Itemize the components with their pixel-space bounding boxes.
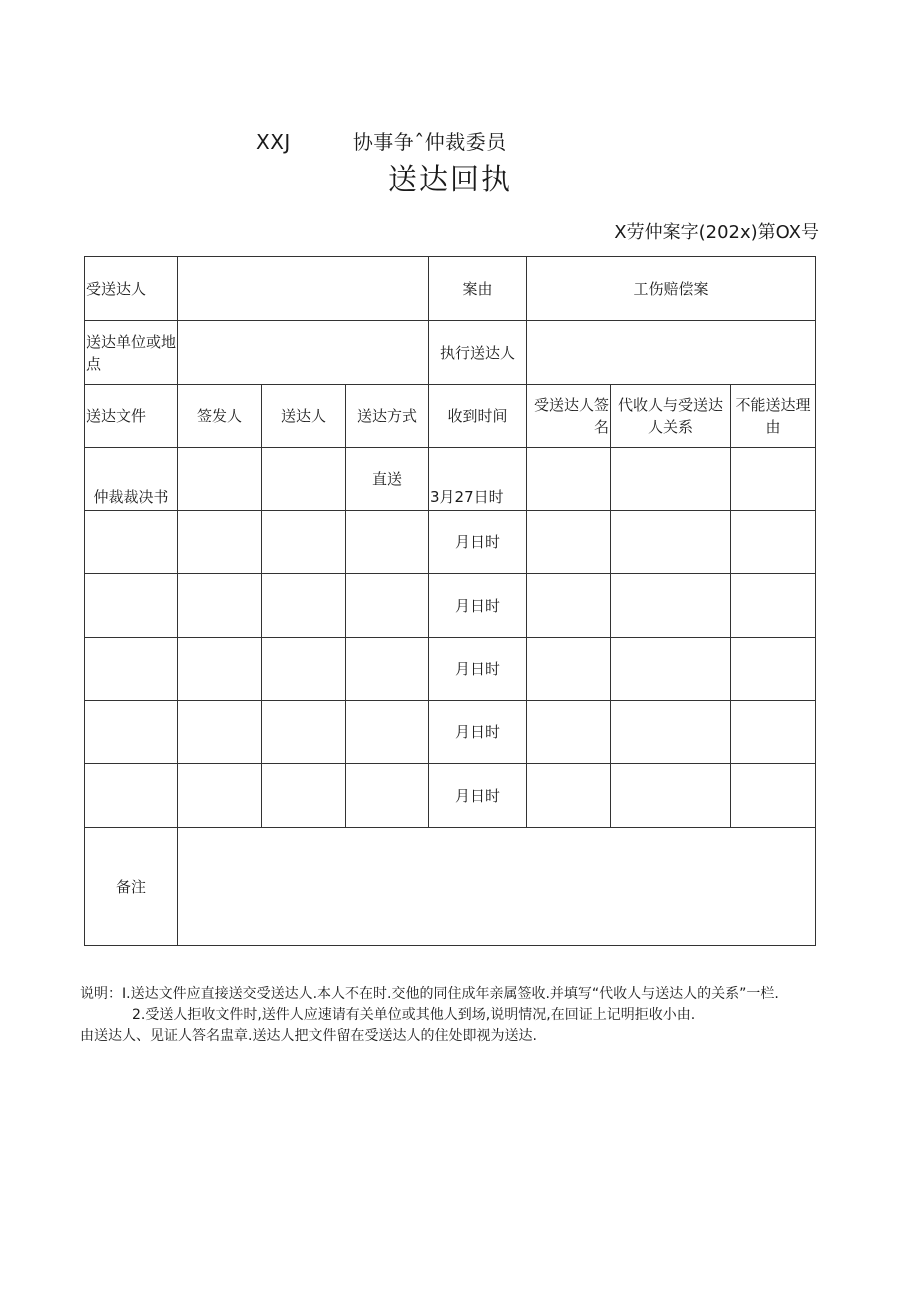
signature-cell[interactable] — [527, 511, 611, 574]
table-row — [85, 701, 816, 764]
method-cell[interactable] — [346, 574, 429, 638]
issuer-cell[interactable] — [178, 448, 262, 511]
table-row — [85, 638, 816, 701]
time-cell[interactable]: 月日时 — [429, 574, 527, 638]
table-row — [85, 574, 816, 638]
document-cell[interactable] — [85, 574, 178, 638]
sender-cell[interactable] — [262, 574, 346, 638]
column-header-issuer: 签发人 — [178, 385, 262, 448]
column-header-sender: 送达人 — [262, 385, 346, 448]
column-header-row — [85, 385, 816, 448]
signature-cell[interactable] — [527, 701, 611, 764]
column-header-reason: 不能送达理由 — [731, 385, 816, 448]
time-cell[interactable]: 月日时 — [429, 701, 527, 764]
signature-cell[interactable] — [527, 574, 611, 638]
issuer-cell[interactable] — [178, 511, 262, 574]
method-cell[interactable] — [346, 764, 429, 828]
document-cell[interactable] — [85, 511, 178, 574]
column-header-time: 收到时间 — [429, 385, 527, 448]
method-cell[interactable] — [346, 511, 429, 574]
remarks-field[interactable] — [178, 828, 816, 946]
issuer-cell[interactable] — [178, 764, 262, 828]
reason-cell[interactable] — [731, 574, 816, 638]
issuer-cell[interactable] — [178, 574, 262, 638]
recipient-label: 受送达人 — [85, 257, 178, 321]
organization-name — [256, 126, 507, 155]
issuer-cell[interactable] — [178, 701, 262, 764]
column-header-method: 送达方式 — [346, 385, 429, 448]
remarks-row — [85, 828, 816, 946]
instructions — [80, 984, 820, 1047]
relation-cell[interactable] — [611, 574, 731, 638]
reason-cell[interactable] — [731, 701, 816, 764]
method-cell[interactable] — [346, 638, 429, 701]
relation-cell[interactable] — [611, 701, 731, 764]
signature-cell[interactable] — [527, 764, 611, 828]
reason-cell[interactable] — [731, 764, 816, 828]
instruction-line-1: 说明：Ⅰ.送达文件应直接送交受送达人.本人不在时.交他的同住成年亲属签收.并填写“代收人与送达人的关系”一栏. — [80, 986, 779, 1002]
delivery-receipt-table — [84, 256, 816, 946]
time-cell[interactable]: 月日时 — [429, 764, 527, 828]
page-title: 送达回执 — [388, 162, 513, 196]
recipient-row — [85, 257, 816, 321]
place-row — [85, 321, 816, 385]
time-cell[interactable]: 月日时 — [429, 511, 527, 574]
column-header-signature: 受送达人签名 — [527, 385, 611, 448]
relation-cell[interactable] — [611, 764, 731, 828]
issuer-cell[interactable] — [178, 638, 262, 701]
place-field[interactable] — [178, 321, 429, 385]
document-cell[interactable] — [85, 764, 178, 828]
signature-cell[interactable] — [527, 448, 611, 511]
organization-prefix: XXJ — [256, 130, 291, 154]
time-value: 3月27日时 — [430, 488, 504, 506]
table-row — [85, 448, 816, 511]
remarks-label: 备注 — [85, 828, 178, 946]
reason-cell[interactable] — [731, 448, 816, 511]
method-cell[interactable] — [346, 701, 429, 764]
sender-cell[interactable] — [262, 638, 346, 701]
reason-cell[interactable] — [731, 511, 816, 574]
table-row — [85, 511, 816, 574]
sender-cell[interactable] — [262, 448, 346, 511]
relation-cell[interactable] — [611, 511, 731, 574]
place-label: 送达单位或地点 — [85, 321, 178, 385]
time-cell[interactable]: 月日时 — [429, 638, 527, 701]
instruction-line-2: 2.受送人拒收文件时,送件人应速请有关单位或其他人到场,说明情况,在回证上记明拒收小由. — [132, 1007, 696, 1023]
relation-cell[interactable] — [611, 638, 731, 701]
relation-cell[interactable] — [611, 448, 731, 511]
instruction-line-3: 由送达人、见证人答名盅章.送达人把文件留在受送达人的住处即视为送达. — [80, 1028, 537, 1044]
recipient-field[interactable] — [178, 257, 429, 321]
column-header-document: 送达文件 — [85, 385, 178, 448]
method-cell[interactable]: 直送 — [346, 448, 429, 511]
sender-cell[interactable] — [262, 764, 346, 828]
cause-label: 案由 — [429, 257, 527, 321]
executor-field[interactable] — [527, 321, 816, 385]
case-number: X劳仲案字(202x)第OX号 — [614, 222, 819, 243]
document-cell[interactable] — [85, 701, 178, 764]
organization-title: 协事争ˆ仲裁委员 — [352, 130, 507, 154]
reason-cell[interactable] — [731, 638, 816, 701]
time-cell[interactable] — [429, 448, 527, 511]
executor-label: 执行送达人 — [429, 321, 527, 385]
sender-cell[interactable] — [262, 701, 346, 764]
document-cell[interactable]: 仲裁裁决书 — [85, 448, 178, 511]
cause-field[interactable]: 工伤赔偿案 — [527, 257, 816, 321]
document-cell[interactable] — [85, 638, 178, 701]
table-row — [85, 764, 816, 828]
sender-cell[interactable] — [262, 511, 346, 574]
column-header-relation: 代收人与受送达人关系 — [611, 385, 731, 448]
signature-cell[interactable] — [527, 638, 611, 701]
